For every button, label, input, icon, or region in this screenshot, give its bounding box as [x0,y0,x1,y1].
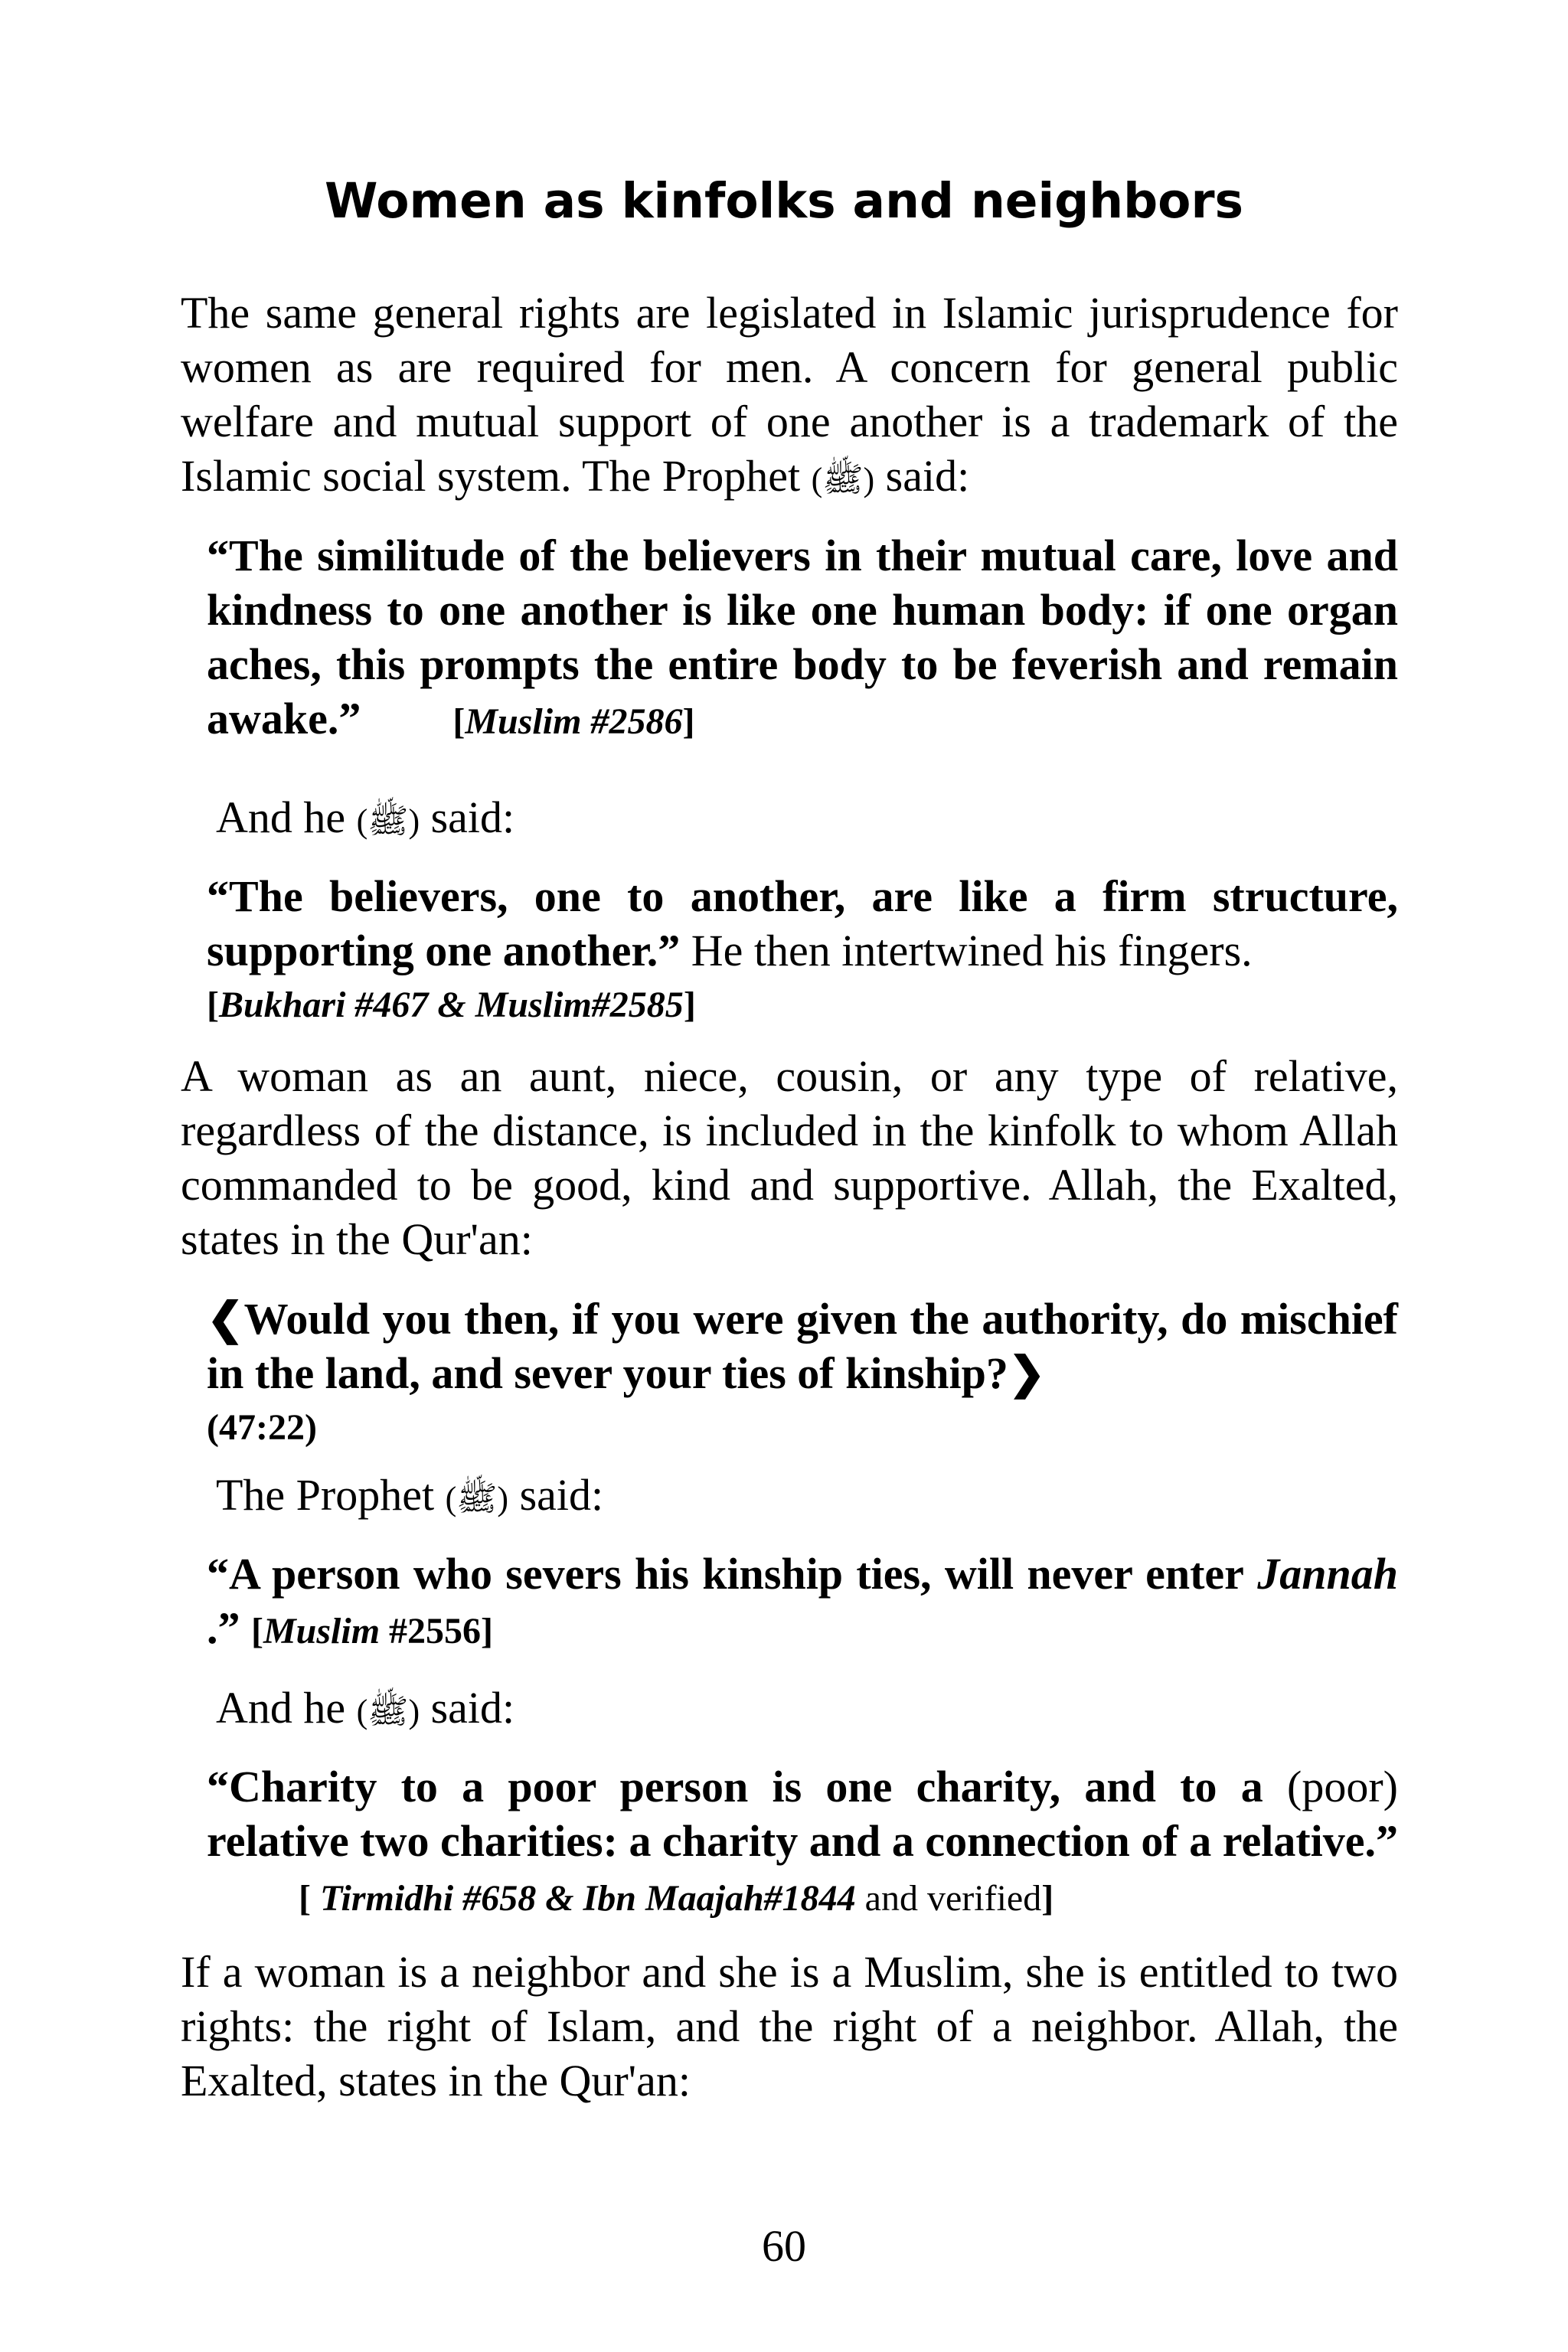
salutation-symbol: (ﷺ) [356,1693,420,1730]
verse-open-bracket: ❮ [207,1294,244,1344]
neighbor-paragraph: If a woman is a neighbor and she is a Muslim, she is entitled to two rights: the right of Islam, and the right of a neighbor. Allah, the Exalted, states in the Qur'an: [181,1947,1398,2105]
intro-paragraph [181,286,1398,507]
verse-close-bracket: ❯ [1008,1348,1046,1398]
hadith-quote-2 [207,869,1398,1032]
hadith-quote-4-text-2: relative two charities: a charity and a connection of a relative.” [207,1816,1398,1866]
prophet-said: The Prophet (ﷺ) said: [216,1470,604,1520]
hadith-quote-4-poor: (poor) [1287,1762,1398,1811]
hadith-quote-4-ref: [ Tirmidhi #658 & Ibn Maajah#1844 and verified] [299,1878,1054,1919]
hadith-quote-3-text: “A person who severs his kinship ties, will never enter [207,1549,1244,1599]
hadith-quote-2-text: “The believers, one to another, are like a firm structure, supporting one another.” [207,871,1398,975]
jannah-word: Jannah [1257,1549,1398,1599]
hadith-quote-3-ref: [Muslim #2556] [251,1611,494,1651]
quran-verse-quote [207,1292,1398,1455]
hadith-quote-1 [207,528,1398,749]
intro-paragraph-text: The same general rights are legislated in Islamic jurisprudence for women as are required for men. A concern for general public welfare and mutual support of one another is a trademark of the Islamic social system. The Prophet [181,288,1398,501]
kinfolk-paragraph: A woman as an aunt, niece, cousin, or any type of relative, regardless of the distance, is included in the kinfolk to whom Allah commanded to be good, kind and supportive. Allah, the Exalted, states in the Qur'an: [181,1051,1398,1264]
quran-verse-text: Would you then, if you were given the authority, do mischief in the land, and sever your ties of kinship? [207,1294,1398,1398]
hadith-quote-2-ref: [Bukhari #467 & Muslim#2585] [207,985,696,1025]
page-number: 60 [762,2221,806,2271]
hadith-quote-4 [207,1759,1398,1926]
page-title: Women as kinfolks and neighbors [324,173,1244,229]
hadith-quote-3: “A person who severs his kinship ties, will never enter Jannah .” [Muslim #2556] [207,1549,1398,1653]
hadith-quote-1-ref: [Muslim #2586] [452,701,695,742]
quran-verse-ref: (47:22) [207,1407,317,1448]
salutation-symbol: (ﷺ) [356,802,420,840]
salutation-symbol: (ﷺ) [811,461,875,498]
salutation-symbol: (ﷺ) [445,1480,509,1517]
hadith-quote-4-text-1: “Charity to a poor person is one charity, and to a [207,1762,1263,1811]
said-text: said: [885,451,970,501]
and-he-said-2: And he (ﷺ) said: [216,1683,515,1733]
hadith-quote-2-tail: He then intertwined his fingers. [691,926,1253,975]
hadith-quote-1-text: “The similitude of the believers in their mutual care, love and kindness to one another is like one human body: if one organ aches, this prompts the entire body to be feverish and remain awake.” [207,531,1398,743]
and-he-said-1: And he (ﷺ) said: [216,792,515,842]
